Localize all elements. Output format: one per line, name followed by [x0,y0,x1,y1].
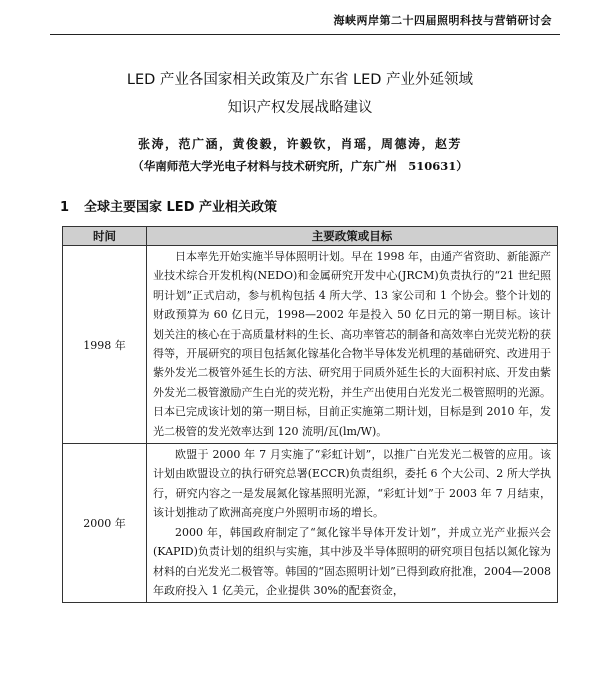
header-rule [50,34,560,35]
section-heading [60,196,277,215]
year-cell: 2000 年 [63,444,147,603]
table-row [63,444,558,603]
table-header-row [63,227,558,246]
header-time: 时间 [63,227,147,246]
table-row [63,246,558,444]
section-title: 全球主要国家 LED 产业相关政策 [84,200,278,215]
header-policy: 主要政策或目标 [147,227,558,246]
policy-paragraph: 日本率先开始实施半导体照明计划。早在 1998 年，由通产省资助、新能源产业技术综合开发机构(NEDO)和金属研究开发中心(JRCM)负责执行的“21 世纪照明计划”正式启动，参与机构包括 4 所大学、13 家公司和 1 个协会。整个计划的财政预算为 60 亿日元，1998—2002 年是投入 50 亿日元的第一期目标。该计划关注的核心在于高质量材料的生长、高功率管芯的制备和高效率白光荧光粉的获得等，开展研究的项目包括氮化镓基化合物半导体发光机理的基础研究、改进用于紫外发光二极管外延生长的方法、研究用于同质外延生长的大面积衬底、开发由紫外发光二极管激励产生白光的荧光粉，并生产出使用白光发光二极管照明的光源。日本已完成该计划的第一期目标，目前正实施第二期计划，目标是到 2010 年，发光二极管的发光效率达到 120 流明/瓦(lm/W)。 [153,250,551,438]
affiliation: （华南师范大学光电子材料与技术研究所，广东广州 510631） [132,159,468,173]
policy-paragraph: 2000 年，韩国政府制定了“氮化镓半导体开发计划”，并成立光产业振兴会(KAPID)负责计划的组织与实施，其中涉及半导体照明的研究项目包括以氮化镓为材料的白光发光二极管等。韩国的“固态照明计划”已得到政府批准，2004—2008 年政府投入 1 亿美元，企业提供 30%的配套资金， [153,525,551,597]
policy-cell [147,444,558,603]
title-line-1: LED 产业各国家相关政策及广东省 LED 产业外延领域 [126,72,474,88]
year-cell: 1998 年 [63,246,147,444]
policy-paragraph: 欧盟于 2000 年 7 月实施了“彩虹计划”，以推广白光发光二极管的应用。该计划由欧盟设立的执行研究总署(ECCR)负责组织，委托 6 个大公司、2 所大学执行，研究内容之一是发展氮化镓基照明光源，“彩虹计划”于 2003 年 7 月结束，该计划推动了欧洲高亮度户外照明市场的增长。 [153,448,551,520]
section-number: 1 [60,200,70,215]
authors: 张涛，范广涵，黄俊毅，许毅钦，肖瑶，周德涛，赵芳 [137,137,462,151]
running-header: 海峡两岸第二十四届照明科技与营销研讨会 [333,14,552,27]
policy-table [62,226,558,603]
title-line-2: 知识产权发展战略建议 [227,100,373,116]
policy-cell [147,246,558,444]
